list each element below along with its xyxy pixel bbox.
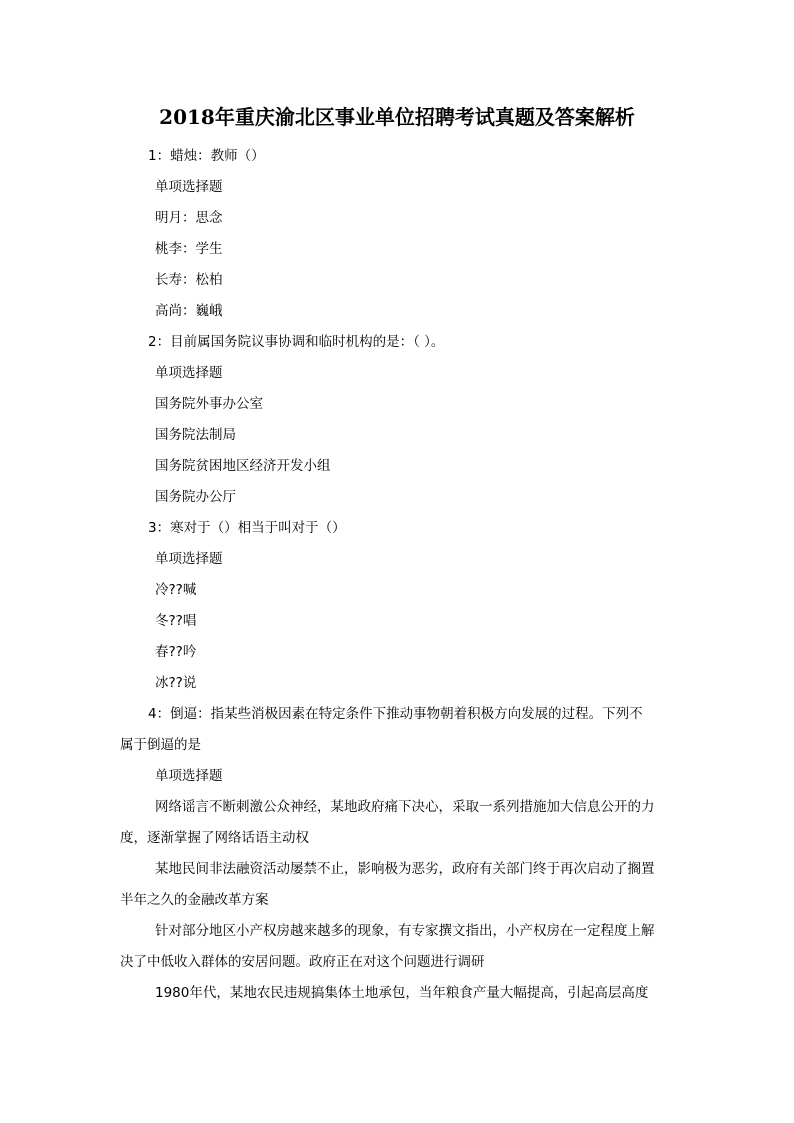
question-3-option-a: 冷??喊 <box>155 582 197 598</box>
question-3-stem: 3：寒对于（）相当于叫对于（） <box>148 520 346 536</box>
question-4-option-a-line-2: 度，逐渐掌握了网络话语主动权 <box>120 830 309 846</box>
question-4-option-a-line-1: 网络谣言不断刺激公众神经，某地政府痛下决心，采取一系列措施加大信息公开的力 <box>155 799 655 815</box>
question-2-type: 单项选择题 <box>155 365 223 381</box>
question-4-option-b-line-1: 某地民间非法融资活动屡禁不止，影响极为恶劣，政府有关部门终于再次启动了搁置 <box>155 861 655 877</box>
question-4-type: 单项选择题 <box>155 768 223 784</box>
question-3-option-d: 冰??说 <box>155 675 197 691</box>
question-2-option-c: 国务院贫困地区经济开发小组 <box>155 458 331 474</box>
question-2-option-b: 国务院法制局 <box>155 427 236 443</box>
question-3-option-c: 春??吟 <box>155 644 197 660</box>
question-1-option-b: 桃李：学生 <box>155 241 223 257</box>
question-4-stem-line-1: 4：倒逼：指某些消极因素在特定条件下推动事物朝着积极方向发展的过程。下列不 <box>148 706 643 722</box>
question-3-option-b: 冬??唱 <box>155 613 197 629</box>
question-1-option-a: 明月：思念 <box>155 210 223 226</box>
question-2-option-d: 国务院办公厅 <box>155 489 236 505</box>
question-1-stem: 1：蜡烛：教师（） <box>148 148 265 164</box>
question-4-option-b-line-2: 半年之久的金融改革方案 <box>120 892 269 908</box>
question-1-option-d: 高尚：巍峨 <box>155 303 223 319</box>
question-3-type: 单项选择题 <box>155 551 223 567</box>
question-4-option-d-line-1: 1980年代，某地农民违规搞集体土地承包，当年粮食产量大幅提高，引起高层高度 <box>155 985 649 1001</box>
question-2-option-a: 国务院外事办公室 <box>155 396 263 412</box>
question-1-type: 单项选择题 <box>155 179 223 195</box>
question-1-option-c: 长寿：松柏 <box>155 272 223 288</box>
question-4-option-c-line-1: 针对部分地区小产权房越来越多的现象，有专家撰文指出，小产权房在一定程度上解 <box>155 923 655 939</box>
question-4-option-c-line-2: 决了中低收入群体的安居问题。政府正在对这个问题进行调研 <box>120 954 485 970</box>
question-2-stem: 2：目前属国务院议事协调和临时机构的是：（ ）。 <box>148 334 445 350</box>
document-title: 2018年重庆渝北区事业单位招聘考试真题及答案解析 <box>159 105 635 129</box>
question-4-stem-line-2: 属于倒逼的是 <box>120 737 201 753</box>
